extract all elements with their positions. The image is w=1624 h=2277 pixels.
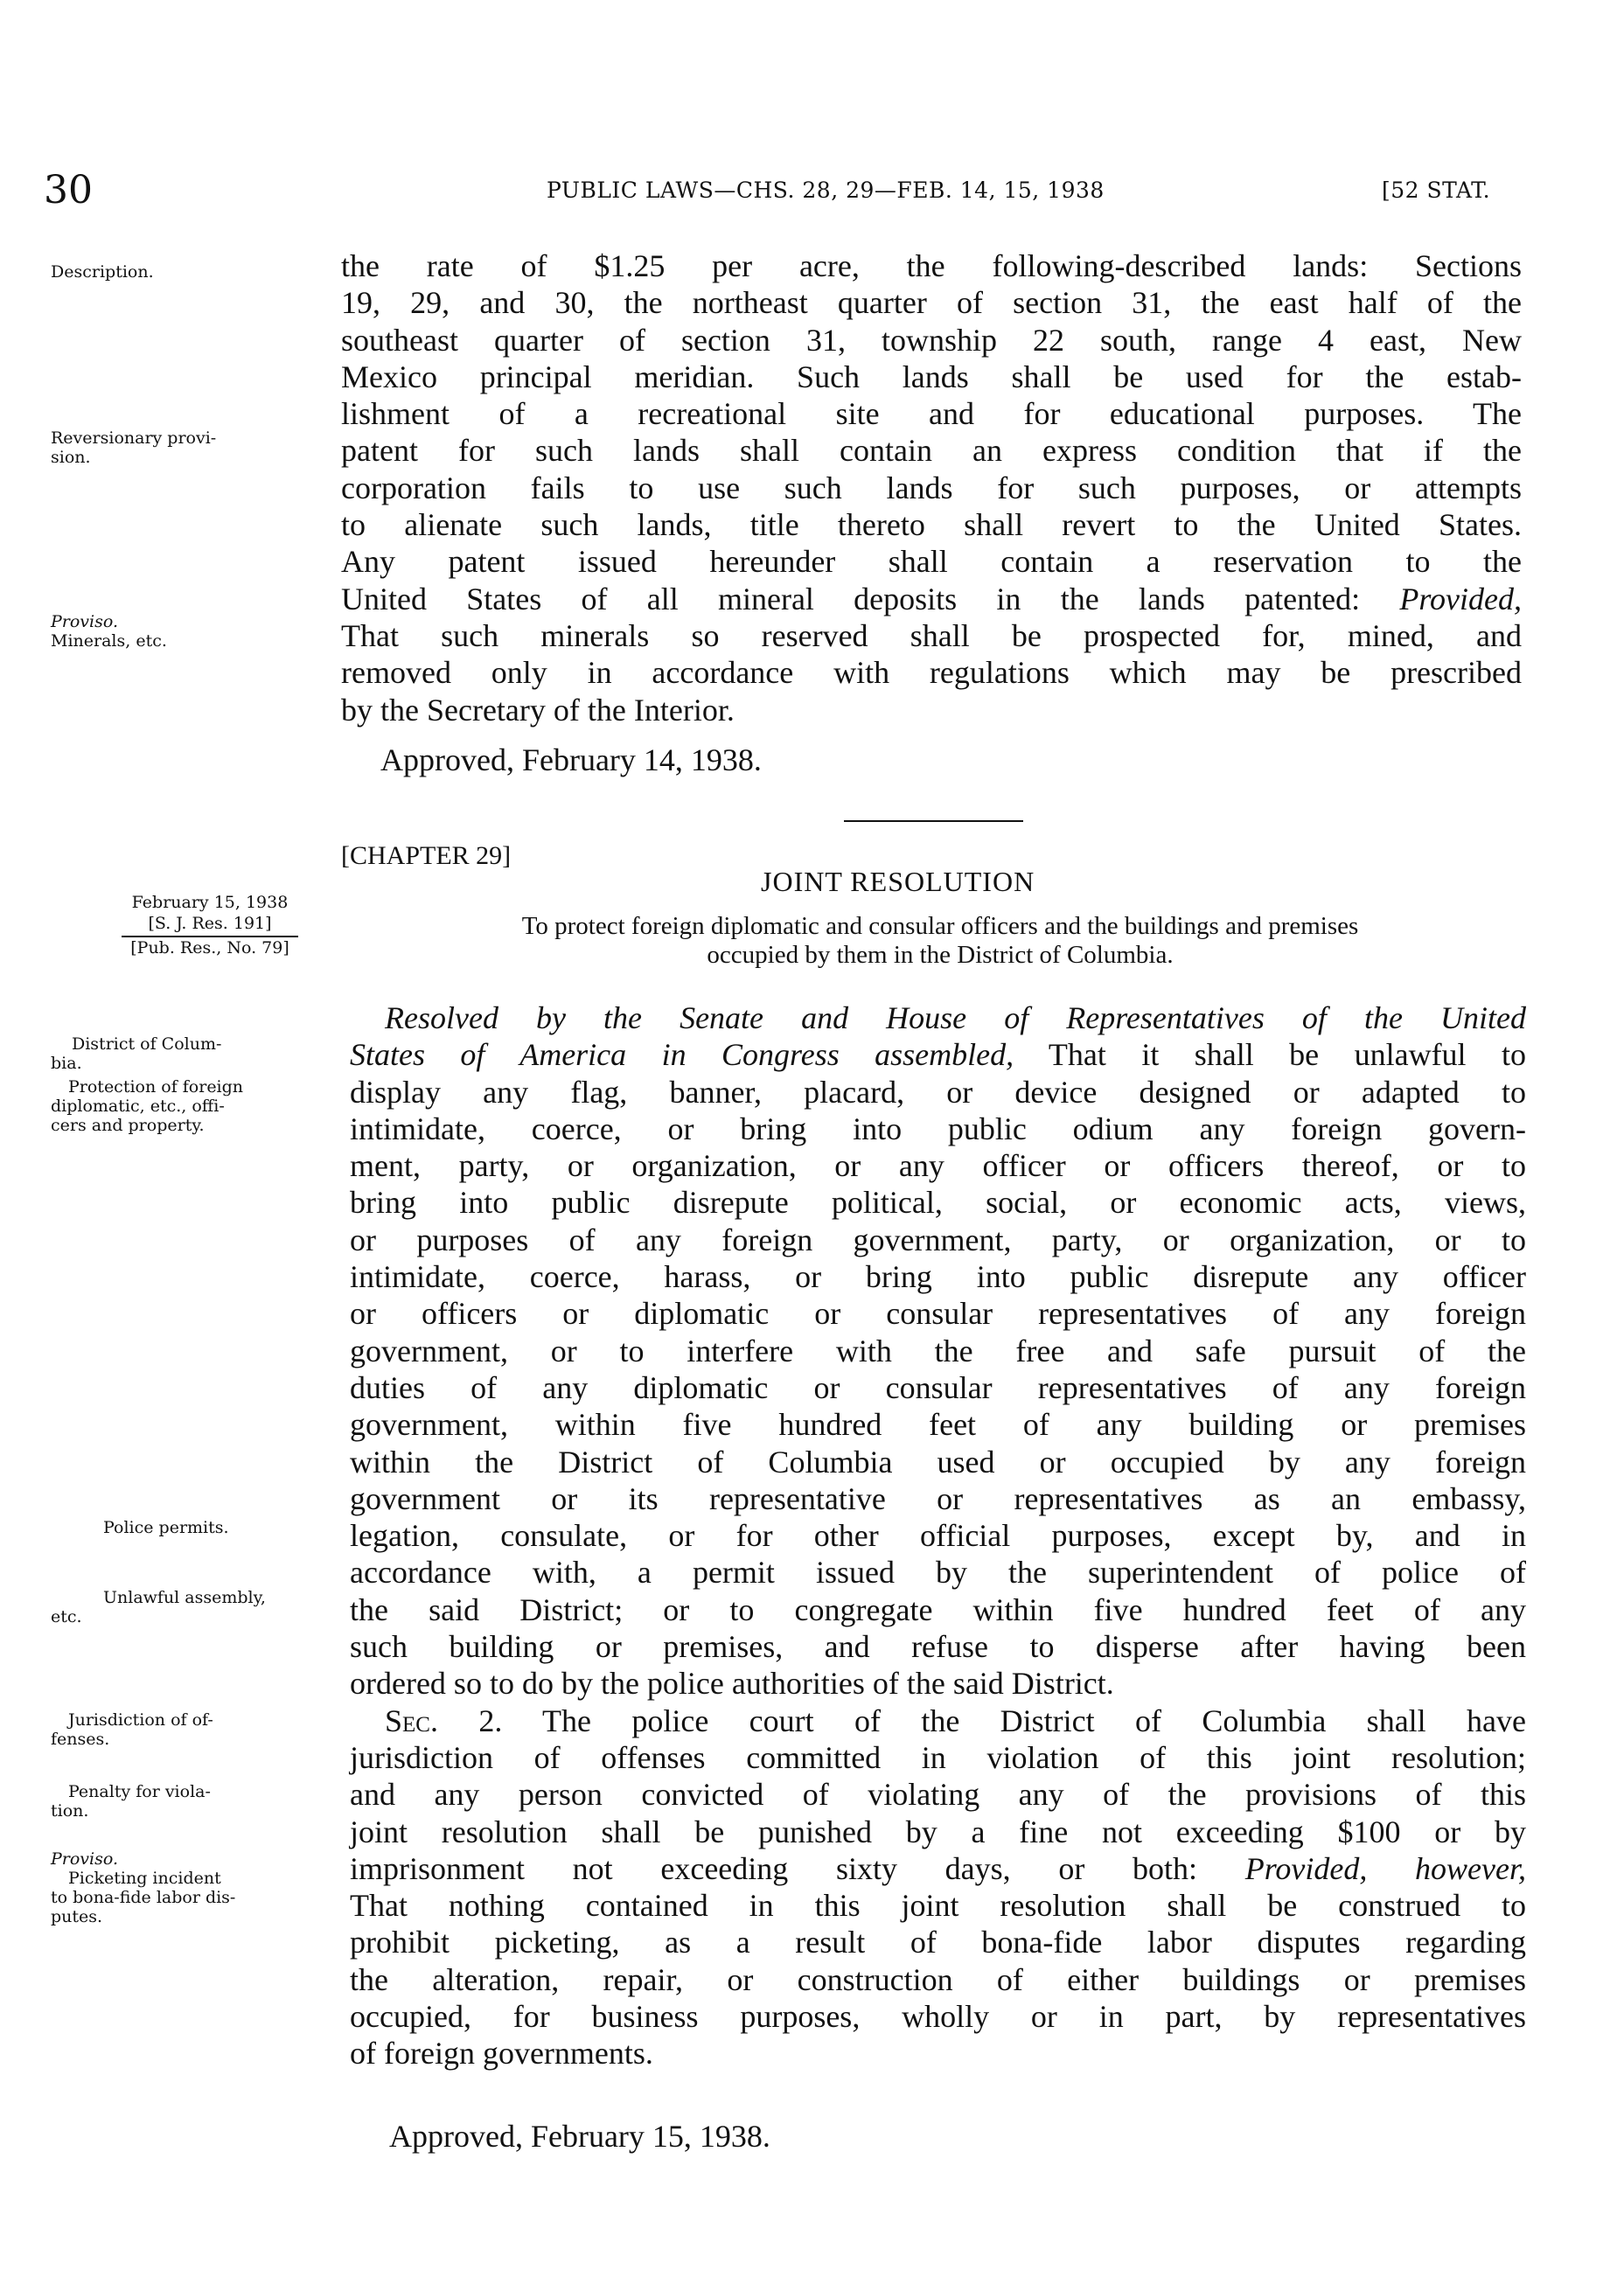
joint-resolution-title: JOINT RESOLUTION	[761, 866, 1035, 897]
side-note-unlawful-assembly	[51, 1588, 339, 1626]
body-line: government or its representative or representatives as an embassy,	[350, 1480, 1526, 1516]
body-line: Any patent issued hereunder shall contain a reservation to the	[341, 544, 1522, 580]
side-note-line: Protection of foreign	[68, 1077, 244, 1097]
body-line: joint resolution shall be punished by a fine not exceeding $100 or by	[350, 1814, 1526, 1849]
side-note-penalty	[51, 1782, 339, 1821]
side-note-line: Penalty for viola-	[68, 1782, 211, 1801]
joint-resolution-purpose	[350, 912, 1530, 970]
body-line: by the Secretary of the Interior.	[341, 692, 735, 728]
side-note-proviso: Proviso.	[51, 1849, 119, 1869]
body-line: intimidate, coerce, harass, or bring into public disrepute any officer	[350, 1259, 1526, 1295]
body-line: government, within five hundred feet of any building or premises	[350, 1407, 1526, 1443]
body-line: ordered so to do by the police authorities of the said District.	[350, 1666, 1114, 1702]
side-note-description: Description.	[51, 262, 154, 282]
purpose-line: occupied by them in the District of Columbia.	[707, 941, 1174, 969]
section-label: Sec. 2.	[385, 1703, 503, 1738]
side-note-sjres: [S. J. Res. 191]	[122, 913, 297, 937]
chapter-label: [CHAPTER 29]	[341, 841, 512, 870]
side-note-protection	[51, 1077, 339, 1135]
body-line: That such minerals so reserved shall be prospected for, mined, and	[341, 617, 1522, 653]
body-line: such building or premises, and refuse to disperse after having been	[350, 1629, 1526, 1665]
chapter-29-body	[350, 999, 1526, 2072]
running-head: PUBLIC LAWS—CHS. 28, 29—FEB. 14, 15, 1938	[547, 178, 1105, 203]
body-line: and any person convicted of violating any of the provisions of this	[350, 1777, 1526, 1813]
side-note-line: Reversionary provi-	[51, 428, 217, 448]
body-line: government, or to interfere with the free and safe pursuit of the	[350, 1333, 1526, 1368]
approved-chapter-28: Approved, February 14, 1938.	[380, 742, 762, 777]
body-line	[350, 1703, 1526, 1739]
side-note-minerals: Minerals, etc.	[51, 631, 167, 651]
page-number: 30	[44, 168, 93, 212]
body-line: or officers or diplomatic or consular representatives of any foreign	[350, 1296, 1526, 1332]
side-note-line: to bona-fide labor dis-	[51, 1888, 236, 1907]
side-note-line: etc.	[51, 1607, 82, 1626]
body-line: southeast quarter of section 31, township 22 south, range 4 east, New	[341, 322, 1522, 358]
body-line	[350, 1850, 1526, 1887]
body-line: 19, 29, and 30, the northeast quarter of section 31, the east half of the	[341, 285, 1522, 321]
approved-chapter-29: Approved, February 15, 1938.	[389, 2119, 770, 2154]
side-note-line: bia.	[51, 1054, 82, 1073]
body-line: or purposes of any foreign government, party, or organization, or to	[350, 1222, 1526, 1257]
side-note-police-permits: Police permits.	[103, 1518, 229, 1537]
side-note-line: tion.	[51, 1801, 89, 1821]
side-note-proviso-minerals	[51, 612, 339, 651]
body-line: That nothing contained in this joint resolution shall be construed to	[350, 1888, 1526, 1924]
body-line: removed only in accordance with regulations which may be prescribed	[341, 655, 1522, 691]
body-line	[350, 999, 1526, 1036]
provided-italic: Provided,	[1399, 581, 1523, 616]
body-line: within the District of Columbia used or occupied by any foreign	[350, 1444, 1526, 1480]
body-line: the alteration, repair, or construction of either buildings or premises	[350, 1961, 1526, 1997]
body-line: the rate of $1.25 per acre, the following-described lands: Sections	[341, 248, 1522, 283]
side-note-line: fenses.	[51, 1730, 110, 1749]
body-line: corporation fails to use such lands for such purposes, or attempts	[341, 470, 1522, 505]
volume-reference: [52 STAT.	[1382, 178, 1491, 203]
side-note-line: Picketing incident	[68, 1869, 221, 1888]
side-note-line: diplomatic, etc., offi-	[51, 1097, 225, 1116]
body-text-segment: That it shall be unlawful to	[1048, 1037, 1526, 1073]
resolved-italic: Resolved by the Senate and House of Representatives of the United	[385, 1000, 1526, 1035]
body-line: ment, party, or organization, or any officer or officers thereof, or to	[350, 1148, 1526, 1184]
body-line: legation, consulate, or for other official purposes, except by, and in	[350, 1518, 1526, 1554]
purpose-line: To protect foreign diplomatic and consular officers and the buildings and premises	[521, 912, 1359, 940]
side-note-proviso-picketing	[51, 1849, 339, 1926]
section-divider	[844, 820, 1023, 822]
side-note-line: putes.	[51, 1907, 103, 1926]
body-line: display any flag, banner, placard, or device designed or adapted to	[350, 1074, 1526, 1110]
body-text-segment: imprisonment not exceeding sixty days, or both:	[350, 1850, 1198, 1886]
body-line: patent for such lands shall contain an express condition that if the	[341, 433, 1522, 469]
body-line: Mexico principal meridian. Such lands shall be used for the estab-	[341, 359, 1522, 394]
side-note-reversionary	[51, 428, 339, 467]
body-text-segment: United States of all mineral deposits in the lands patented:	[341, 581, 1361, 616]
body-line: intimidate, coerce, or bring into public odium any foreign govern-	[350, 1111, 1526, 1146]
body-line	[350, 1036, 1526, 1073]
resolved-italic: States of America in Congress assembled,	[350, 1037, 1014, 1073]
side-note-line: Unlawful assembly,	[103, 1588, 266, 1607]
side-note-date-block	[87, 892, 332, 958]
provided-however-italic: Provided, however,	[1244, 1850, 1526, 1886]
body-line: occupied, for business purposes, wholly or in part, by representatives	[350, 1999, 1526, 2035]
body-line: duties of any diplomatic or consular representatives of any foreign	[350, 1369, 1526, 1405]
body-line: the said District; or to congregate within five hundred feet of any	[350, 1591, 1526, 1627]
side-note-proviso: Proviso.	[51, 612, 119, 631]
side-note-pubres: [Pub. Res., No. 79]	[130, 938, 289, 957]
side-note-district	[51, 1034, 360, 1073]
body-line: jurisdiction of offenses committed in violation of this joint resolution;	[350, 1739, 1526, 1775]
side-note-line: sion.	[51, 448, 91, 467]
side-note-jurisdiction	[51, 1710, 339, 1749]
body-line: prohibit picketing, as a result of bona-fide labor disputes regarding	[350, 1925, 1526, 1960]
body-line	[341, 581, 1522, 617]
chapter-28-body	[341, 247, 1522, 728]
body-line: to alienate such lands, title thereto shall revert to the United States.	[341, 507, 1522, 543]
body-line: bring into public disrepute political, social, or economic acts, views,	[350, 1185, 1526, 1221]
body-line: accordance with, a permit issued by the superintendent of police of	[350, 1555, 1526, 1591]
body-text-segment: The police court of the District of Columbia shall have	[542, 1703, 1526, 1738]
side-note-date: February 15, 1938	[131, 893, 289, 912]
side-note-line: District of Colum-	[72, 1034, 222, 1054]
side-note-line: cers and property.	[51, 1116, 205, 1135]
side-note-line: Jurisdiction of of-	[68, 1710, 213, 1730]
body-line: of foreign governments.	[350, 2036, 653, 2072]
body-line: lishment of a recreational site and for educational purposes. The	[341, 396, 1522, 432]
